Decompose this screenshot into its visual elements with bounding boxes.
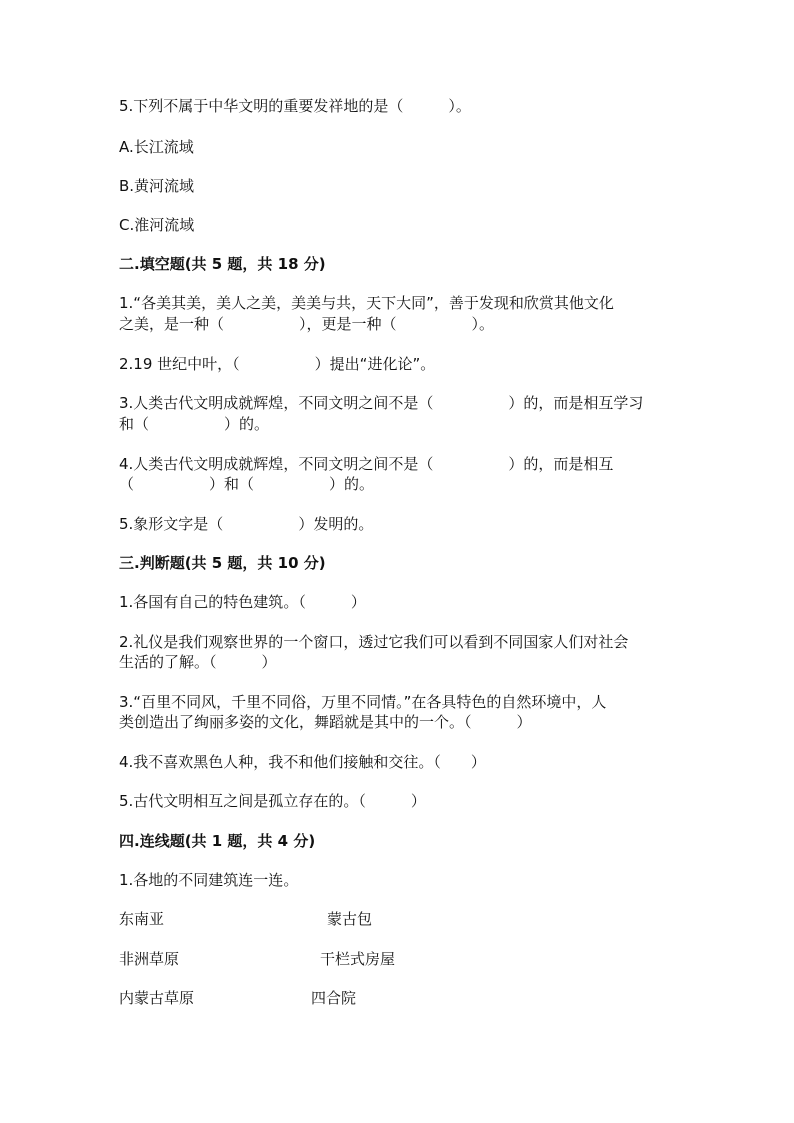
s3-q1-line1: 1.各国有自己的特色建筑。（ ） — [119, 593, 366, 611]
s2-q3-line1: 3.人类古代文明成就辉煌，不同文明之间不是（ ）的，而是相互学习 — [119, 394, 644, 412]
q5-option-b: B.黄河流域 — [119, 177, 195, 195]
s2-q1-line1: 1.“各美其美，美人之美，美美与共，天下大同”，善于发现和欣赏其他文化 — [119, 294, 614, 312]
s3-q5-line1: 5.古代文明相互之间是孤立存在的。（ ） — [119, 792, 426, 810]
match-right-item: 蒙古包 — [327, 910, 373, 928]
section2-heading: 二.填空题(共 5 题，共 18 分) — [119, 255, 326, 273]
s2-q4-line1: 4.人类古代文明成就辉煌，不同文明之间不是（ ）的，而是相互 — [119, 455, 614, 473]
s3-q3-line2: 类创造出了绚丽多姿的文化，舞蹈就是其中的一个。（ ） — [119, 713, 532, 731]
s2-q5-line1: 5.象形文字是（ ）发明的。 — [119, 515, 374, 533]
section4-heading: 四.连线题(共 1 题，共 4 分) — [119, 832, 316, 850]
q5-option-a: A.长江流域 — [119, 138, 194, 156]
match-left-item: 非洲草原 — [119, 950, 180, 968]
s3-q4-line1: 4.我不喜欢黑色人种，我不和他们接触和交往。（ ） — [119, 753, 486, 771]
section3-heading: 三.判断题(共 5 题，共 10 分) — [119, 554, 326, 572]
q5-option-c: C.淮河流域 — [119, 216, 195, 234]
match-left-item: 东南亚 — [119, 910, 165, 928]
s2-q2-line1: 2.19 世纪中叶，（ ）提出“进化论”。 — [119, 355, 436, 373]
s3-q2-line1: 2.礼仪是我们观察世界的一个窗口，透过它我们可以看到不同国家人们对社会 — [119, 633, 629, 651]
s2-q1-line2: 之美，是一种（ ），更是一种（ ）。 — [119, 315, 495, 333]
match-right-item: 干栏式房屋 — [320, 950, 396, 968]
s3-q2-line2: 生活的了解。（ ） — [119, 653, 277, 671]
match-right-item: 四合院 — [311, 989, 357, 1007]
s3-q3-line1: 3.“百里不同风，千里不同俗，万里不同情。”在各具特色的自然环境中，人 — [119, 693, 607, 711]
match-left-item: 内蒙古草原 — [119, 989, 195, 1007]
s4-q1-line1: 1.各地的不同建筑连一连。 — [119, 871, 299, 889]
q5-stem: 5.下列不属于中华文明的重要发祥地的是（ ）。 — [119, 97, 471, 115]
s2-q4-line2: （ ）和（ ）的。 — [119, 475, 375, 493]
s2-q3-line2: 和（ ）的。 — [119, 415, 270, 433]
